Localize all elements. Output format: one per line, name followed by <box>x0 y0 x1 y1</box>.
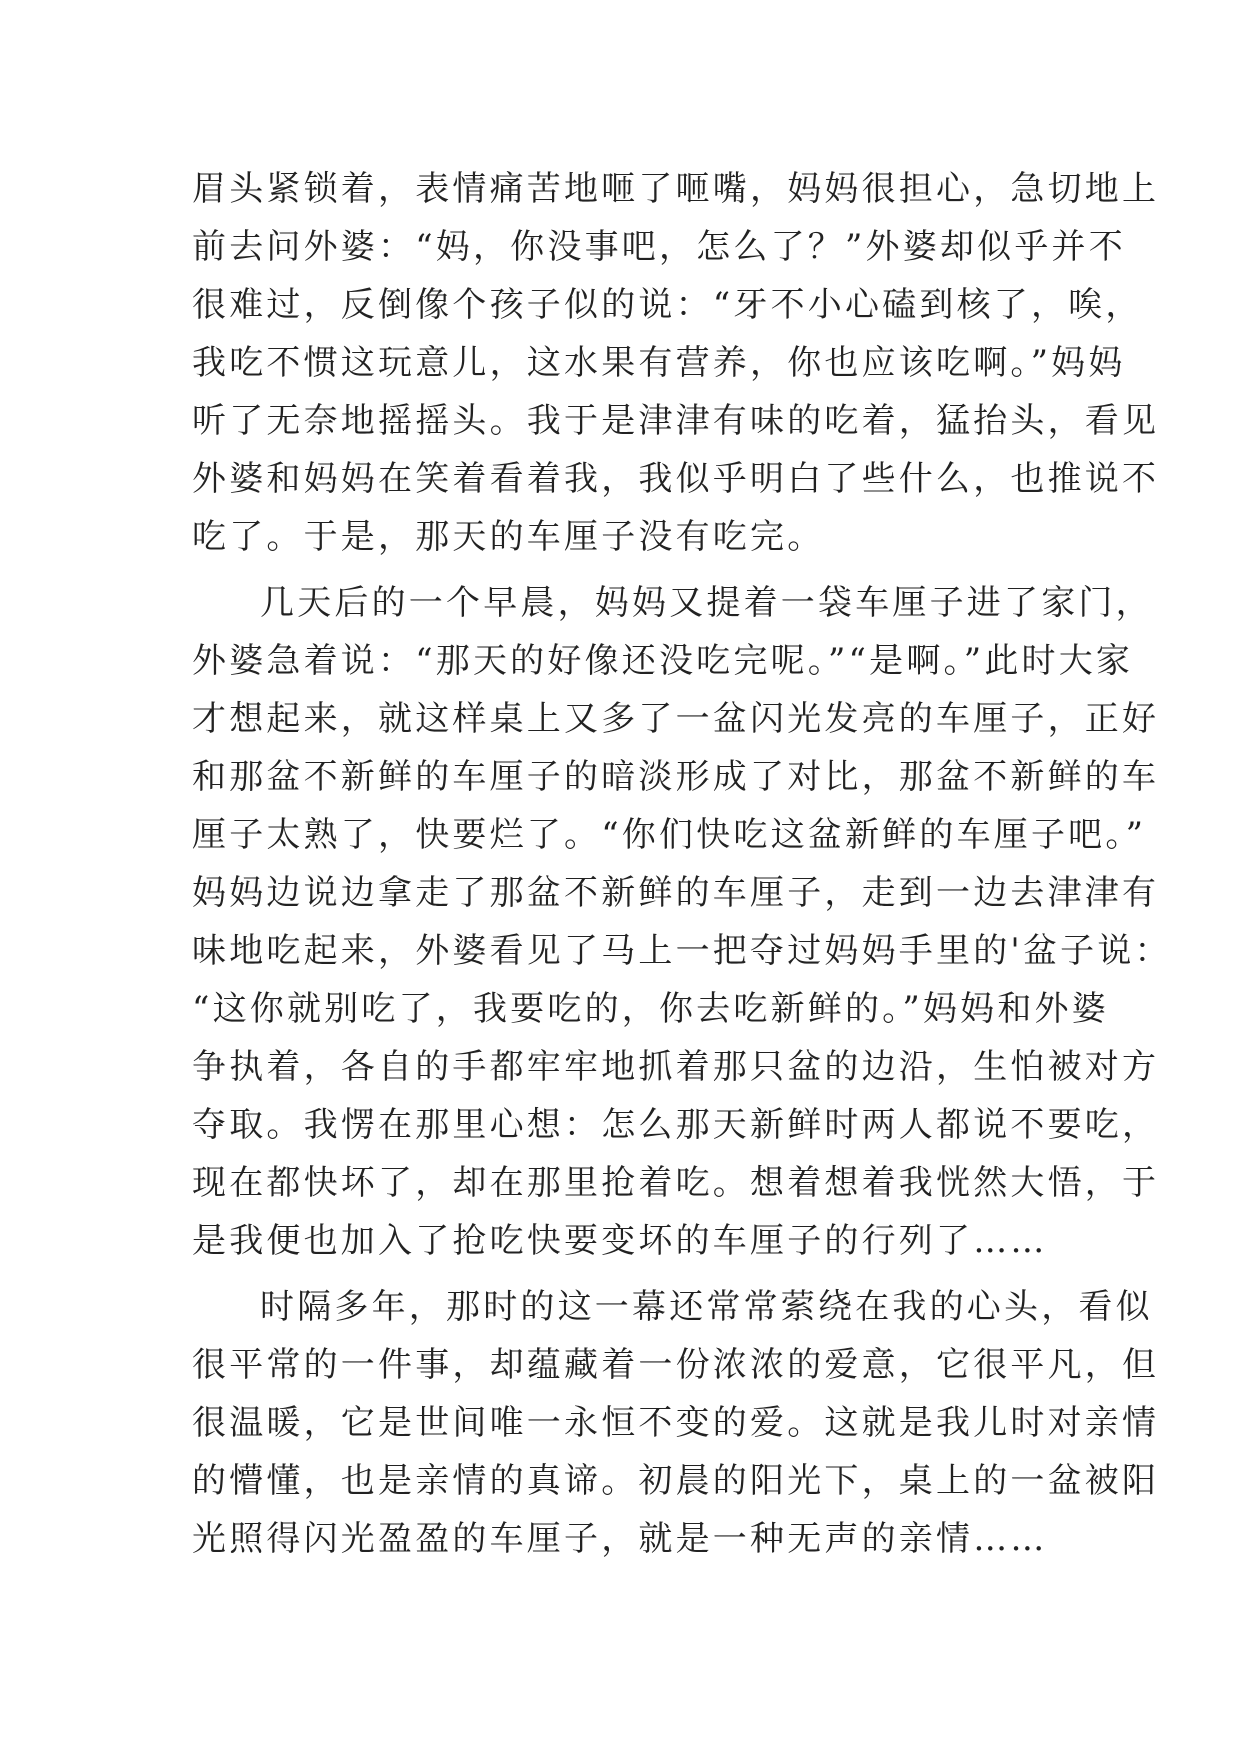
document-body <box>192 160 1172 1568</box>
paragraph-line: 听了无奈地摇摇头。我于是津津有味的吃着，猛抬头，看见 <box>192 401 1160 441</box>
paragraph-line: 外婆和妈妈在笑着看着我，我似乎明白了些什么，也推说不 <box>192 459 1160 499</box>
paragraph-line: 夺取。我愣在那里心想：怎么那天新鲜时两人都说不要吃， <box>192 1105 1160 1145</box>
paragraph-line: 妈妈边说边拿走了那盆不新鲜的车厘子，走到一边去津津有 <box>192 873 1160 913</box>
paragraph-line: 味地吃起来，外婆看见了马上一把夺过妈妈手里的'盆子说： <box>192 931 1172 971</box>
paragraph-line: 是我便也加入了抢吃快要变坏的车厘子的行列了…… <box>192 1221 1048 1261</box>
paragraph-line: 外婆急着说：“那天的好像还没吃完呢。”“是啊。”此时大家 <box>192 641 1134 681</box>
paragraph-line: 吃了。于是，那天的车厘子没有吃完。 <box>192 517 825 557</box>
paragraph-line: 很难过，反倒像个孩子似的说：“牙不小心磕到核了，唉， <box>192 285 1143 325</box>
paragraph-first-line: 几天后的一个早晨，妈妈又提着一袋车厘子进了家门， <box>260 583 1153 623</box>
paragraph-first-line: 时隔多年，那时的这一幕还常常萦绕在我的心头，看似 <box>260 1287 1153 1327</box>
paragraph-line: 我吃不惯这玩意儿，这水果有营养，你也应该吃啊。”妈妈 <box>192 343 1126 383</box>
paragraph-line: 厘子太熟了，快要烂了。“你们快吃这盆新鲜的车厘子吧。” <box>192 815 1147 855</box>
paragraph-line: 很温暖，它是世间唯一永恒不变的爱。这就是我儿时对亲情 <box>192 1403 1160 1443</box>
paragraph-line: 很平常的一件事，却蕴藏着一份浓浓的爱意，它很平凡，但 <box>192 1345 1160 1385</box>
paragraph-line: 眉头紧锁着，表情痛苦地咂了咂嘴，妈妈很担心，急切地上 <box>192 169 1160 209</box>
paragraph-line: “这你就别吃了，我要吃的，你去吃新鲜的。”妈妈和外婆 <box>192 989 1109 1029</box>
paragraph-line: 光照得闪光盈盈的车厘子，就是一种无声的亲情…… <box>192 1519 1048 1559</box>
paragraph-line: 才想起来，就这样桌上又多了一盆闪光发亮的车厘子，正好 <box>192 699 1160 739</box>
paragraph-line: 现在都快坏了，却在那里抢着吃。想着想着我恍然大悟，于 <box>192 1163 1160 1203</box>
paragraph-line: 和那盆不新鲜的车厘子的暗淡形成了对比，那盆不新鲜的车 <box>192 757 1160 797</box>
paragraph-line: 争执着，各自的手都牢牢地抓着那只盆的边沿，生怕被对方 <box>192 1047 1160 1087</box>
paragraph-line: 前去问外婆：“妈，你没事吧，怎么了？”外婆却似乎并不 <box>192 227 1126 267</box>
paragraph-line: 的懵懂，也是亲情的真谛。初晨的阳光下，桌上的一盆被阳 <box>192 1461 1160 1501</box>
